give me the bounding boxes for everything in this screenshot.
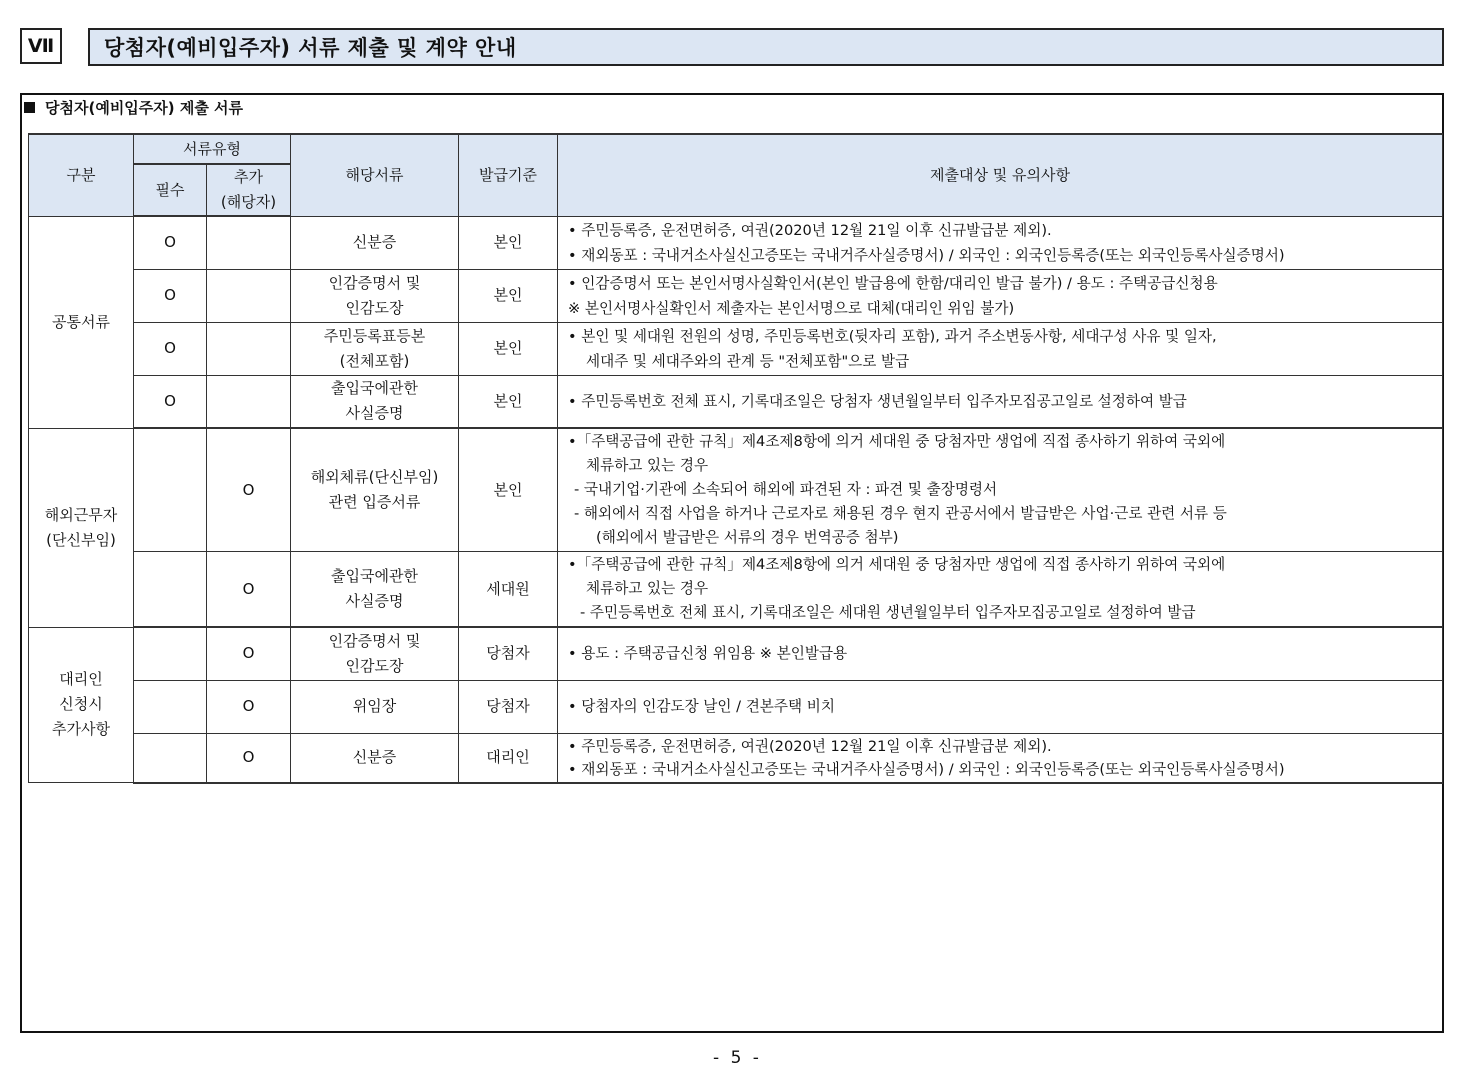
issue-basis: 본인 xyxy=(459,322,558,375)
group-common: 공통서류 xyxy=(29,216,134,428)
required-mark: O xyxy=(134,375,207,428)
table-row xyxy=(29,216,1443,269)
note-line: (해외에서 발급받은 서류의 경우 번역공증 첨부) xyxy=(596,529,899,546)
required-mark: O xyxy=(134,269,207,322)
header-notes: 제출대상 및 유의사항 xyxy=(558,134,1443,216)
additional-mark: O xyxy=(207,428,291,552)
header-additional-line2: (해당자) xyxy=(220,193,277,211)
document-name xyxy=(291,216,459,269)
note-line: ※ 본인서명사실확인서 제출자는 본인서명으로 대체(대리인 위임 불가) xyxy=(568,299,1015,317)
header-doc-type: 서류유형 xyxy=(134,134,291,164)
issue-basis: 본인 xyxy=(459,269,558,322)
issue-basis: 대리인 xyxy=(459,733,558,783)
required-mark xyxy=(134,428,207,552)
document-name-line: 위임장 xyxy=(352,697,397,715)
note-line: • 주민등록번호 전체 표시, 기록대조일은 당첨자 생년월일부터 입주자모집공고일로 설정하여 발급 xyxy=(568,392,1187,410)
document-name xyxy=(291,552,459,628)
issue-basis: 세대원 xyxy=(459,552,558,628)
notes-cell xyxy=(558,322,1443,375)
note-line: • 용도 : 주택공급신청 위임용 ※ 본인발급용 xyxy=(568,645,848,663)
required-mark xyxy=(134,552,207,628)
document-name xyxy=(291,627,459,680)
header-category: 구분 xyxy=(29,134,134,216)
notes-cell xyxy=(558,428,1443,552)
document-name-line: 해외체류(단신부임) xyxy=(310,468,439,486)
document-name xyxy=(291,375,459,428)
note-line: • 인감증명서 또는 본인서명사실확인서(본인 발급용에 한함/대리인 발급 불가) / 용도 : 주택공급신청용 xyxy=(568,274,1218,292)
issue-basis: 본인 xyxy=(459,428,558,552)
documents-table xyxy=(28,133,1443,784)
table-row xyxy=(29,322,1443,375)
note-line: • 주민등록증, 운전면허증, 여권(2020년 12월 21일 이후 신규발급분 제외). xyxy=(568,221,1052,239)
group-agent xyxy=(29,627,134,783)
notes-cell xyxy=(558,552,1443,628)
required-mark: O xyxy=(134,216,207,269)
document-name xyxy=(291,428,459,552)
document-name-line: 신분증 xyxy=(352,748,397,766)
header-required: 필수 xyxy=(134,164,207,216)
document-name xyxy=(291,269,459,322)
document-name-line: 사실증명 xyxy=(345,404,404,423)
table-row xyxy=(29,627,1443,680)
note-line: •「주택공급에 관한 규칙」제4조제8항에 의거 세대원 중 당첨자만 생업에 직접 종사하기 위하여 국외에 xyxy=(568,556,1226,573)
notes-cell xyxy=(558,269,1443,322)
header-issue-basis: 발급기준 xyxy=(459,134,558,216)
table-row xyxy=(29,428,1443,552)
document-name-line: 사실증명 xyxy=(345,592,404,610)
additional-mark: O xyxy=(207,680,291,733)
document-name-line: 인감증명서 및 xyxy=(328,273,421,292)
document-name-line: 신분증 xyxy=(352,233,397,251)
document-name-line: 관련 입증서류 xyxy=(328,493,421,511)
note-line: •「주택공급에 관한 규칙」제4조제8항에 의거 세대원 중 당첨자만 생업에 직접 종사하기 위하여 국외에 xyxy=(568,433,1226,450)
document-name xyxy=(291,322,459,375)
document-name-line: 주민등록표등본 xyxy=(323,326,426,345)
table-row xyxy=(29,680,1443,733)
required-mark xyxy=(134,733,207,783)
chapter-title: 당첨자(예비입주자) 서류 제출 및 계약 안내 xyxy=(88,28,1444,66)
document-name-line: 출입국에관한 xyxy=(331,567,418,585)
note-line: • 당첨자의 인감도장 날인 / 견본주택 비치 xyxy=(568,698,835,715)
note-line: 체류하고 있는 경우 xyxy=(586,457,709,474)
table-row xyxy=(29,733,1443,783)
issue-basis: 당첨자 xyxy=(459,680,558,733)
group-label-line: 신청시 xyxy=(59,695,103,714)
document-name xyxy=(291,733,459,783)
required-mark xyxy=(134,627,207,680)
table-row xyxy=(29,375,1443,428)
issue-basis: 당첨자 xyxy=(459,627,558,680)
document-name-line: 출입국에관한 xyxy=(331,379,418,398)
table-row xyxy=(29,269,1443,322)
section-heading xyxy=(24,97,243,118)
additional-mark: O xyxy=(207,552,291,628)
required-mark xyxy=(134,680,207,733)
page-number: - 5 - xyxy=(713,1048,762,1068)
notes-cell xyxy=(558,627,1443,680)
note-line: • 주민등록증, 운전면허증, 여권(2020년 12월 21일 이후 신규발급분 제외). xyxy=(568,737,1052,755)
additional-mark: O xyxy=(207,733,291,783)
note-line: - 해외에서 직접 사업을 하거나 근로자로 채용된 경우 현지 관공서에서 발급받은 사업·근로 관련 서류 등 xyxy=(574,505,1227,522)
notes-cell xyxy=(558,680,1443,733)
chapter-number: Ⅶ xyxy=(20,28,62,64)
note-line: • 재외동포 : 국내거소사실신고증또는 국내거주사실증명서) / 외국인 : 외국인등록증(또는 외국인등록사실증명서) xyxy=(568,760,1285,778)
square-bullet-icon xyxy=(24,102,35,113)
note-line: • 본인 및 세대원 전원의 성명, 주민등록번호(뒷자리 포함), 과거 주소변동사항, 세대구성 사유 및 일자, xyxy=(568,327,1217,345)
notes-cell xyxy=(558,733,1443,783)
additional-mark xyxy=(207,216,291,269)
note-line: 세대주 및 세대주와의 관계 등 "전체포함"으로 발급 xyxy=(586,352,910,370)
additional-mark xyxy=(207,322,291,375)
document-name-line: 인감도장 xyxy=(345,298,404,317)
header-additional xyxy=(207,164,291,216)
note-line: - 주민등록번호 전체 표시, 기록대조일은 세대원 생년월일부터 입주자모집공고일로 설정하여 발급 xyxy=(580,604,1196,621)
note-line: • 재외동포 : 국내거소사실신고증또는 국내거주사실증명서) / 외국인 : 외국인등록증(또는 외국인등록사실증명서) xyxy=(568,246,1285,264)
group-overseas xyxy=(29,428,134,627)
note-line: - 국내기업·기관에 소속되어 해외에 파견된 자 : 파견 및 출장명령서 xyxy=(574,481,998,498)
group-label-line: 대리인 xyxy=(59,670,103,689)
issue-basis: 본인 xyxy=(459,216,558,269)
group-label-line: (단신부임) xyxy=(46,530,116,549)
document-name xyxy=(291,680,459,733)
header-document: 해당서류 xyxy=(291,134,459,216)
issue-basis: 본인 xyxy=(459,375,558,428)
group-label-line: 추가사항 xyxy=(52,720,110,739)
notes-cell xyxy=(558,375,1443,428)
document-name-line: (전체포함) xyxy=(339,351,410,370)
notes-cell xyxy=(558,216,1443,269)
section-title: 당첨자(예비입주자) 제출 서류 xyxy=(45,99,244,117)
additional-mark xyxy=(207,269,291,322)
table-row xyxy=(29,552,1443,628)
additional-mark: O xyxy=(207,627,291,680)
header-additional-line1: 추가 xyxy=(234,168,263,186)
note-line: 체류하고 있는 경우 xyxy=(586,580,709,597)
document-name-line: 인감증명서 및 xyxy=(328,631,421,650)
additional-mark xyxy=(207,375,291,428)
group-label-line: 해외근무자 xyxy=(44,505,118,524)
document-name-line: 인감도장 xyxy=(345,656,404,675)
required-mark: O xyxy=(134,322,207,375)
